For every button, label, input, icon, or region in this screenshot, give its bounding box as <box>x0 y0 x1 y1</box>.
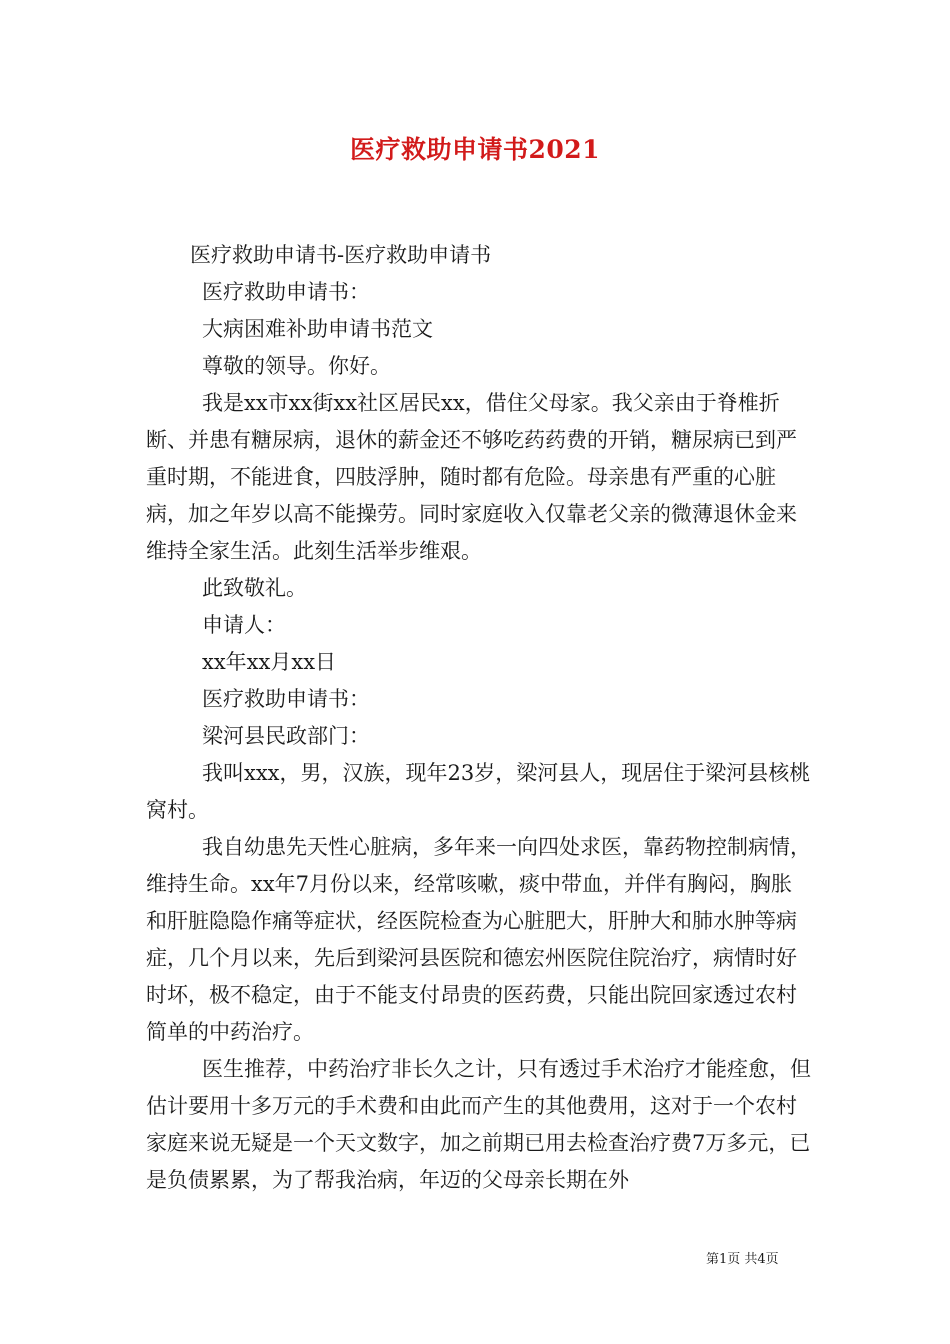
paragraph-date: xx年xx月xx日 <box>202 650 337 674</box>
paragraph-closing: 此致敬礼。 <box>202 576 307 600</box>
paragraph-subtitle-2: 医疗救助申请书： <box>202 687 370 711</box>
document-title: 医疗救助申请书2021 <box>349 135 601 164</box>
paragraph-family-situation: 我是xx市xx街xx社区居民xx，借住父母家。我父亲由于脊椎折断、并患有糖尿病，退休的薪金还不够吃药药费的开销，糖尿病已到严重时期，不能进食，四肢浮肿，随时都有危险。母亲患有严重的心脏病，加之年岁以高不能操劳。同时家庭收入仅靠老父亲的微薄退休金来维持全家生活。此刻生活举步维艰。 <box>146 391 797 563</box>
paragraph-greeting: 尊敬的领导。你好。 <box>202 354 391 378</box>
paragraph-treatment-cost: 医生推荐，中药治疗非长久之计，只有透过手术治疗才能痊愈，但估计要用十多万元的手术费和由此而产生的其他费用，这对于一个农村家庭来说无疑是一个天文数字，加之前期已用去检查治疗费7万多元，已是负债累累，为了帮我治病，年迈的父母亲长期在外 <box>146 1057 811 1192</box>
paragraph-self-intro: 我叫xxx，男，汉族，现年23岁，梁河县人，现居住于梁河县核桃窝村。 <box>146 761 811 822</box>
paragraph-illness: 我自幼患先天性心脏病，多年来一向四处求医，靠药物控制病情，维持生命。xx年7月份以来，经常咳嗽，痰中带血，并伴有胸闷，胸胀和肝脏隐隐作痛等症状，经医院检查为心脏肥大，肝肿大和肺水肿等病症，几个月以来，先后到梁河县医院和德宏州医院住院治疗，病情时好时坏，极不稳定，由于不能支付昂贵的医药费，只能出院回家透过农村简单的中药治疗。 <box>146 835 811 1044</box>
paragraph-sample-title: 大病困难补助申请书范文 <box>202 317 433 341</box>
page-number: 第1页 共4页 <box>706 1252 779 1267</box>
document-body <box>146 237 811 1199</box>
paragraph-heading: 医疗救助申请书-医疗救助申请书 <box>190 243 492 267</box>
paragraph-recipient: 梁河县民政部门： <box>202 724 370 748</box>
paragraph-subtitle-1: 医疗救助申请书： <box>202 280 370 304</box>
paragraph-applicant: 申请人： <box>202 613 286 637</box>
